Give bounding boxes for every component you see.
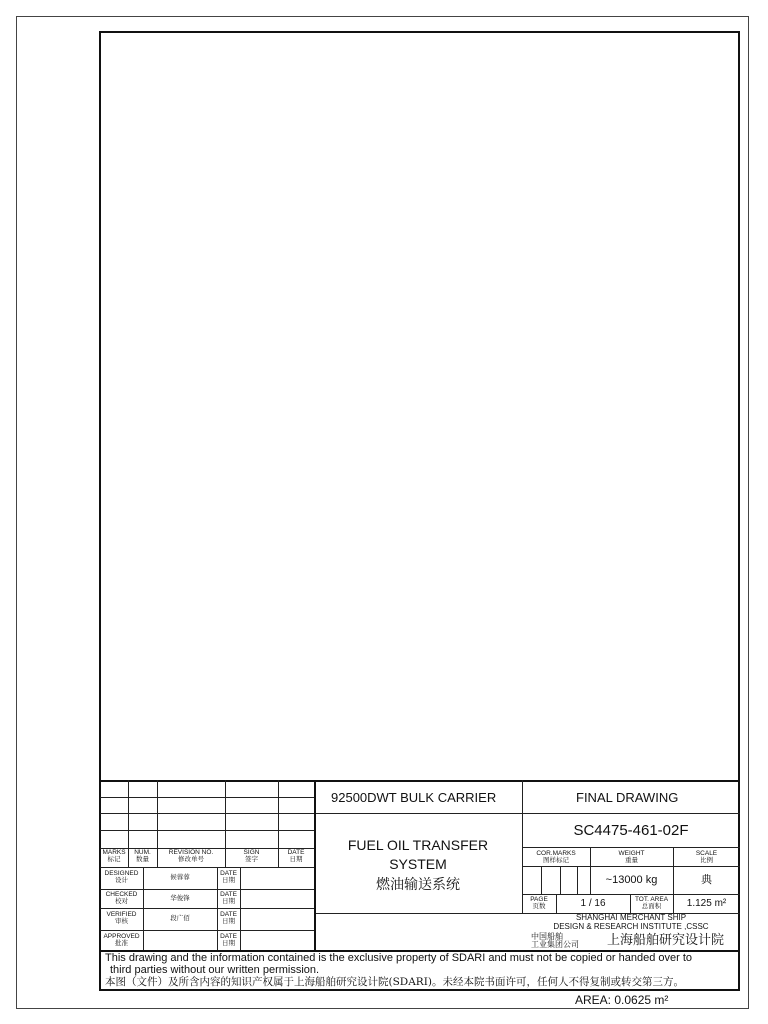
notice-line-1: This drawing and the information contained is the exclusive property of SDARI and must not be copied or handed over to <box>105 952 693 964</box>
header-num: NUM. 数量 <box>134 849 151 863</box>
area-label: AREA: 0.0625 m² <box>575 993 669 1007</box>
weight-value: ~13000 kg <box>605 874 658 886</box>
cor-marks-label: COR.MARKS 图样标记 <box>536 850 576 864</box>
tot-area-label: TOT. AREA 总面积 <box>634 896 669 910</box>
page-label: PAGE 页数 <box>530 896 548 910</box>
verifier-name: 段广佰 <box>170 915 190 922</box>
tot-area-value: 1.125 m² <box>686 898 727 909</box>
designer-name: 候蓉蓉 <box>170 874 190 881</box>
drawing-title-cn: 燃油输送系统 <box>376 876 460 892</box>
company-name-en-1: SHANGHAI MERCHANT SHIP <box>575 913 687 922</box>
scale-label: SCALE 比例 <box>695 850 718 864</box>
project-name: 92500DWT BULK CARRIER <box>331 790 497 805</box>
header-date: DATE 日期 <box>287 849 305 863</box>
header-marks: MARKS 标记 <box>102 849 126 863</box>
notice-line-cn: 本图（文件）及所含内容的知识产权属于上海船舶研究设计院(SDARI)。未经本院书面许可，任何人不得复制或转交第三方。 <box>105 976 684 988</box>
notice-line-2: third parties without our written permission. <box>110 964 320 976</box>
drawing-number: SC4475-461-02F <box>573 822 689 839</box>
scale-value: 典 <box>701 874 712 886</box>
page-value: 1 / 16 <box>580 898 606 909</box>
company-name-cn: 上海船舶研究设计院 <box>607 933 725 948</box>
weight-label: WEIGHT 重量 <box>618 850 645 864</box>
drawing-title-line-2: SYSTEM <box>389 856 447 872</box>
header-revision-no: REVISION NO. 修改单号 <box>168 849 214 863</box>
checker-name: 华俊锋 <box>170 895 190 902</box>
company-name-en-2: DESIGN & RESEARCH INSTITUTE ,CSSC <box>553 922 709 931</box>
header-sign: SIGN 签字 <box>243 849 260 863</box>
company-group-cn: 中国船舶 工业集团公司 <box>531 932 579 949</box>
drawing-status: FINAL DRAWING <box>576 790 679 805</box>
drawing-title-line-1: FUEL OIL TRANSFER <box>347 837 489 853</box>
